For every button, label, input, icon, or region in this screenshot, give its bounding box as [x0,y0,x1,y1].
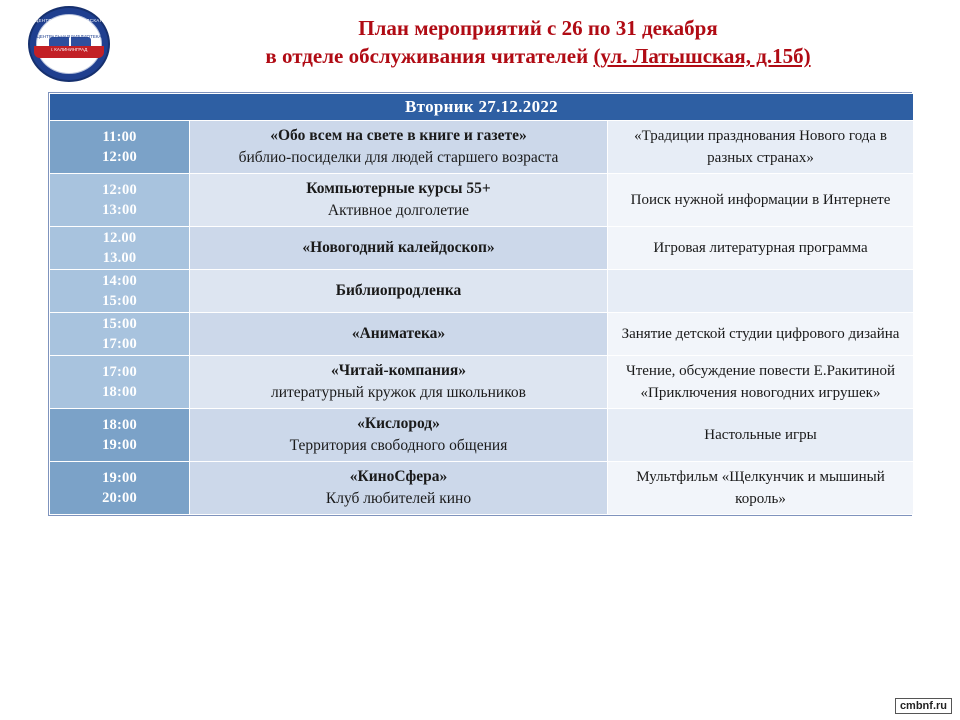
table-row [50,270,914,313]
time-start: 15:00 [102,316,137,332]
event-cell [190,462,608,515]
time-start: 11:00 [102,129,137,145]
table-day-header-row [50,94,914,121]
table-row [50,121,914,174]
description-cell: Игровая литературная программа [608,227,914,270]
time-cell [50,270,190,313]
event-cell [190,270,608,313]
title-line-2-plain: в отделе обслуживания читателей [265,44,594,68]
schedule-table [49,93,914,515]
description-cell: «Традиции празднования Нового года в разных странах» [608,121,914,174]
watermark: cmbnf.ru [895,698,952,714]
time-start: 12:00 [102,182,137,198]
page-title [130,8,946,70]
time-end: 19:00 [102,437,137,453]
event-title: Библиопродленка [335,282,462,299]
table-row [50,227,914,270]
logo-text-top: ЦЕНТРАЛЬНАЯ ГОРОДСКАЯ БИБЛИОТЕКА [34,18,104,28]
event-cell [190,409,608,462]
event-subtitle: библио-посиделки для людей старшего возраста [238,149,559,166]
time-start: 18:00 [102,417,137,433]
time-cell [50,313,190,356]
time-start: 17:00 [102,364,137,380]
event-cell [190,227,608,270]
time-end: 17:00 [102,336,137,352]
event-title: «Аниматека» [351,325,446,342]
table-row [50,409,914,462]
schedule-table-wrapper [48,92,912,516]
table-row [50,174,914,227]
event-title: Компьютерные курсы 55+ [306,180,491,197]
time-end: 13:00 [102,202,137,218]
time-end: 13.00 [102,250,137,266]
time-end: 20:00 [102,490,137,506]
event-title: «Читай-компания» [330,362,467,379]
description-cell [608,270,914,313]
time-cell [50,356,190,409]
time-start: 12.00 [102,230,137,246]
table-row [50,356,914,409]
event-title: «КиноСфера» [349,468,448,485]
event-cell [190,313,608,356]
time-start: 14:00 [102,273,137,289]
table-row [50,313,914,356]
time-cell [50,174,190,227]
title-line-1: План мероприятий с 26 по 31 декабря [358,16,718,40]
logo-text-bottom: г. КАЛИНИНГРАД [50,47,88,52]
day-header-cell: Вторник 27.12.2022 [50,94,914,121]
time-cell [50,409,190,462]
event-subtitle: Активное долголетие [327,202,470,219]
table-row [50,462,914,515]
poster-header [0,0,960,86]
event-cell [190,121,608,174]
description-cell: Настольные игры [608,409,914,462]
description-cell: Занятие детской студии цифрового дизайна [608,313,914,356]
time-end: 15:00 [102,293,137,309]
event-title: «Новогодний калейдоскоп» [302,239,495,256]
event-subtitle: Территория свободного общения [289,437,508,454]
time-cell [50,227,190,270]
library-logo [28,6,112,84]
title-line-2-address: (ул. Латышская, д.15б) [593,44,811,68]
time-end: 18:00 [102,384,137,400]
logo-text-middle: ЦЕНТРАЛЬНАЯ БИБЛИОТЕКА [36,34,102,39]
time-cell [50,121,190,174]
time-end: 12:00 [102,149,137,165]
event-title: «Обо всем на свете в книге и газете» [270,127,527,144]
event-subtitle: литературный кружок для школьников [270,384,527,401]
event-subtitle: Клуб любителей кино [325,490,472,507]
event-title: «Кислород» [357,415,440,432]
description-cell: Поиск нужной информации в Интернете [608,174,914,227]
time-start: 19:00 [102,470,137,486]
time-cell [50,462,190,515]
description-cell: Мультфильм «Щелкунчик и мышиный король» [608,462,914,515]
event-cell [190,174,608,227]
description-cell: Чтение, обсуждение повести Е.Ракитиной «Приключения новогодних игрушек» [608,356,914,409]
event-cell [190,356,608,409]
title-line-2 [130,42,946,70]
